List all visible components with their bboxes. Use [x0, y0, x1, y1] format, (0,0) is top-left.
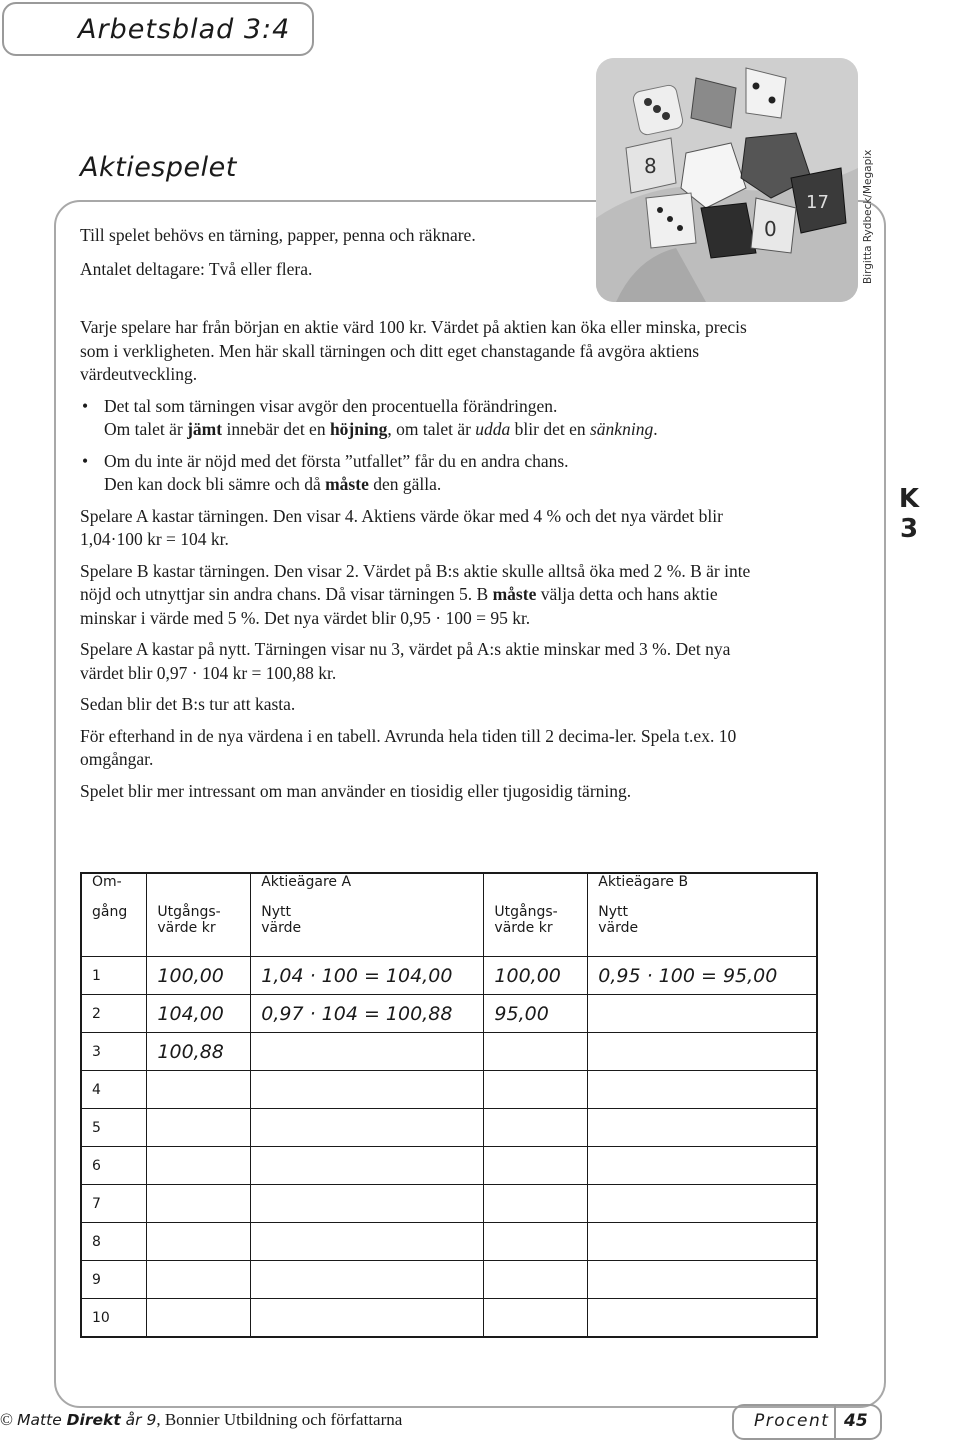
b-new-value	[588, 1185, 817, 1223]
header-owner-b: Aktieägare B	[588, 873, 817, 904]
footer-divider	[834, 1406, 836, 1438]
footer-brand: Matte Direkt år 9	[17, 1411, 157, 1429]
header-b-new: Nytt värde	[588, 904, 817, 957]
header-owner-a-spacer	[147, 873, 251, 904]
footer-section-tag	[732, 1404, 882, 1440]
b-new-value	[588, 1071, 817, 1109]
header-owner-b-spacer	[484, 873, 588, 904]
a-new-value	[251, 1299, 484, 1338]
a-new-value	[251, 1147, 484, 1185]
table-row	[81, 1147, 817, 1185]
chapter-marker	[894, 484, 924, 544]
round-number: 8	[81, 1223, 147, 1261]
example-player-b: Spelare B kastar tärningen. Den visar 2. Värdet på B:s aktie skulle alltså öka med 2 %. B är inte nöjd och utnyttjar sin andra chans. Då visar tärningen 5. B måste välja detta och hans aktie minskar i värde med 5 %. Det nya värdet blir 0,95 · 100 = 95 kr.	[80, 560, 751, 628]
table-row	[81, 1223, 817, 1261]
table-row	[81, 957, 817, 995]
a-new-value	[251, 1071, 484, 1109]
table-row	[81, 995, 817, 1033]
a-start-value: 100,00	[147, 957, 251, 995]
intro-equipment: Till spelet behövs en tärning, papper, penna och räknare.	[80, 225, 476, 245]
instruction-table: För efterhand in de nya värdena i en tabell. Avrunda hela tiden till 2 decima-ler. Spela t.ex. 10 omgångar.	[80, 725, 737, 769]
example-player-a: Spelare A kastar tärningen. Den visar 4. Aktiens värde ökar med 4 % och det nya värdet blir 1,04·100 kr = 104 kr.	[80, 505, 723, 549]
a-start-value	[147, 1147, 251, 1185]
dice-photo-image	[596, 58, 858, 302]
tip-dice: Spelet blir mer intressant om man använder en tiosidig eller tjugosidig tärning.	[80, 780, 632, 801]
bullet-line: Den kan dock bli sämre och då måste den gälla.	[104, 474, 442, 494]
svg-text:17: 17	[806, 192, 829, 213]
footer-publisher: , Bonnier Utbildning och författarna	[156, 1410, 403, 1429]
b-start-value	[484, 1261, 588, 1299]
header-a-start: Utgångs- värde kr	[147, 904, 251, 957]
round-number: 6	[81, 1147, 147, 1185]
b-new-value	[588, 1147, 817, 1185]
b-new-value	[588, 1261, 817, 1299]
table-row	[81, 1109, 817, 1147]
chapter-number: 3	[899, 514, 919, 544]
page-title: Aktiespelet	[80, 152, 237, 183]
b-new-value	[588, 995, 817, 1033]
b-new-value	[588, 1299, 817, 1338]
header-owner-a: Aktieägare A	[251, 873, 484, 904]
b-new-value	[588, 1223, 817, 1261]
table-header-row	[81, 873, 817, 904]
intro-players: Antalet deltagare: Två eller flera.	[80, 259, 313, 279]
a-new-value	[251, 1185, 484, 1223]
a-start-value	[147, 1185, 251, 1223]
b-start-value	[484, 1223, 588, 1261]
round-number: 7	[81, 1185, 147, 1223]
b-start-value	[484, 1147, 588, 1185]
round-number: 10	[81, 1299, 147, 1338]
a-start-value: 104,00	[147, 995, 251, 1033]
round-number: 4	[81, 1071, 147, 1109]
table-row	[81, 1033, 817, 1071]
header-b-start: Utgångs- värde kr	[484, 904, 588, 957]
b-new-value	[588, 1033, 817, 1071]
b-start-value: 95,00	[484, 995, 588, 1033]
rule-bullet-percent	[80, 395, 770, 442]
worksheet-label	[2, 2, 314, 56]
chapter-letter: K	[898, 484, 920, 514]
header-round: Om-	[81, 873, 147, 904]
page-number: 45	[844, 1411, 868, 1431]
header-round-2: gång	[81, 904, 147, 957]
footer-section: Procent	[754, 1411, 830, 1431]
table-row	[81, 1185, 817, 1223]
svg-text:8: 8	[644, 154, 657, 178]
a-start-value	[147, 1109, 251, 1147]
a-start-value	[147, 1261, 251, 1299]
svg-text:0: 0	[764, 217, 777, 241]
table-row	[81, 1299, 817, 1338]
round-number: 1	[81, 957, 147, 995]
round-number: 9	[81, 1261, 147, 1299]
b-start-value	[484, 1299, 588, 1338]
worksheet-label-text: Arbetsblad 3:4	[78, 14, 291, 45]
example-next-turn: Sedan blir det B:s tur att kasta.	[80, 694, 296, 714]
table-subheader-row	[81, 904, 817, 957]
rule-bullet-second-chance	[80, 450, 770, 497]
b-start-value	[484, 1185, 588, 1223]
b-start-value: 100,00	[484, 957, 588, 995]
b-new-value: 0,95 · 100 = 95,00	[588, 957, 817, 995]
a-new-value	[251, 1223, 484, 1261]
bullet-line: • Det tal som tärningen visar avgör den procentuella förändringen.	[104, 395, 558, 416]
b-start-value	[484, 1109, 588, 1147]
b-new-value	[588, 1109, 817, 1147]
a-start-value	[147, 1071, 251, 1109]
intro	[80, 218, 476, 286]
footer-copyright: © Matte Direkt år 9, Bonnier Utbildning och författarna	[0, 1410, 403, 1429]
table-row	[81, 1071, 817, 1109]
rules-paragraph: Varje spelare har från början en aktie värd 100 kr. Värdet på aktien kan öka eller minska, precis som i verkligheten. Men här skall tärningen och ditt eget chanstagande få avgöra aktiens värdeutveckling.	[80, 317, 747, 384]
round-number: 3	[81, 1033, 147, 1071]
a-new-value	[251, 1261, 484, 1299]
a-new-value	[251, 1109, 484, 1147]
example-player-a-again: Spelare A kastar på nytt. Tärningen visar nu 3, värdet på A:s aktie minskar med 3 %. Det nya värdet blir 0,97 · 104 kr = 100,88 kr.	[80, 639, 731, 683]
a-start-value: 100,88	[147, 1033, 251, 1071]
a-start-value	[147, 1223, 251, 1261]
a-start-value	[147, 1299, 251, 1338]
bullet-line: Om talet är jämt innebär det en höjning, om talet är udda blir det en sänkning.	[104, 419, 658, 439]
a-new-value: 1,04 · 100 = 104,00	[251, 957, 484, 995]
b-start-value	[484, 1071, 588, 1109]
header-a-new: Nytt värde	[251, 904, 484, 957]
photo-credit: Birgitta Rydbeck/Megapix	[862, 149, 874, 284]
a-new-value: 0,97 · 104 = 100,88	[251, 995, 484, 1033]
a-new-value	[251, 1033, 484, 1071]
round-number: 2	[81, 995, 147, 1033]
rules-text	[80, 316, 770, 811]
dice-photo	[596, 58, 858, 302]
score-table	[80, 872, 818, 1338]
bullet-line: • Om du inte är nöjd med det första ”utfallet” får du en andra chans.	[104, 450, 569, 471]
table-row	[81, 1261, 817, 1299]
b-start-value	[484, 1033, 588, 1071]
round-number: 5	[81, 1109, 147, 1147]
score-rows	[81, 957, 817, 1338]
